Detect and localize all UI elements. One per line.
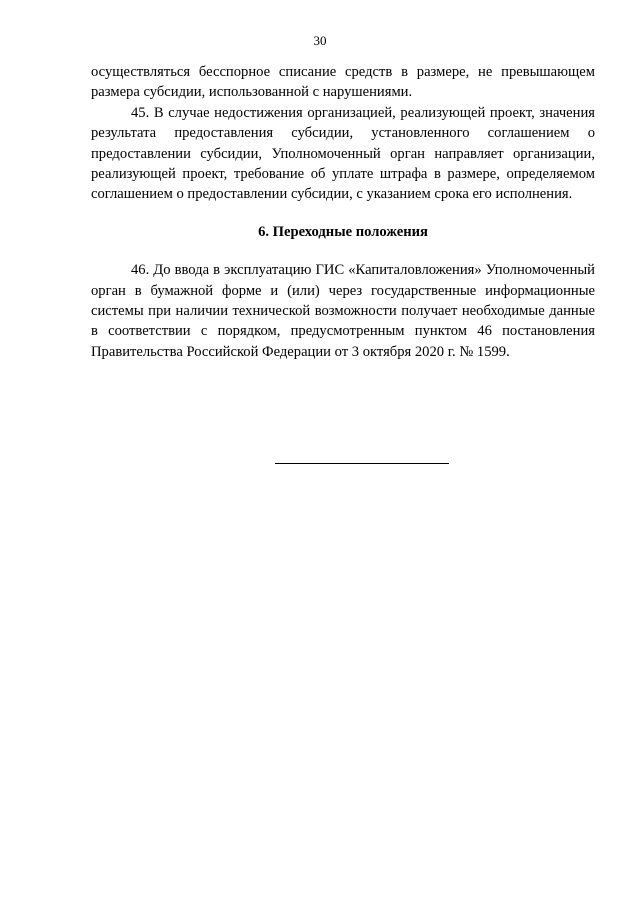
paragraph-continuation: осуществляться бесспорное списание средств в размере, не превышающем размера субсидии, использованной с нарушениями. [91,64,595,101]
paragraph-45: 45. В случае недостижения организацией, реализующей проект, значения результата предоставления субсидии, установленного соглашением о предоставлении субсидии, Уполномоченный орган направляет организации, реализующей проект, требование об уплате штрафа в размере, определяемом соглашением о предоставлении субсидии, с указанием срока его исполнения. [91,104,595,203]
page-number: 30 [313,33,327,48]
section-heading: 6. Переходные положения [258,223,428,240]
paragraph-46: 46. До ввода в эксплуатацию ГИС «Капиталовложения» Уполномоченный орган в бумажной форме и (или) через государственные информационные системы при наличии технической возможности получает необходимые данные в соответствии с порядком, предусмотренным пунктом 46 постановления Правительства Российской Федерации от 3 октября 2020 г. № 1599. [91,262,595,360]
document-body [91,62,595,362]
end-separator-line [275,463,449,464]
